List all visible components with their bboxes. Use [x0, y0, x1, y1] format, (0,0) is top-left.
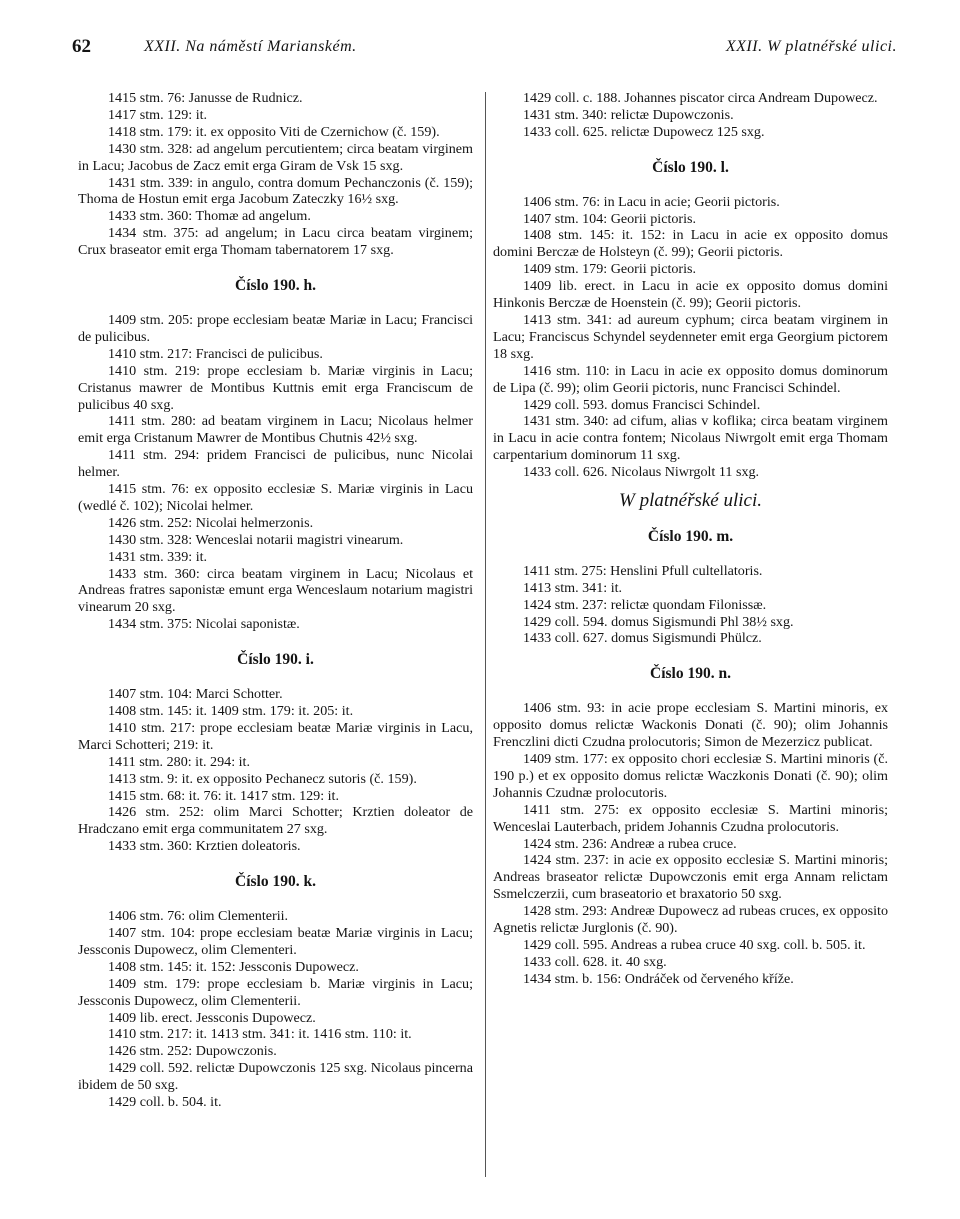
- register-entry: 1429 coll. 595. Andreas a rubea cruce 40 sxg. coll. b. 505. it.: [523, 936, 866, 953]
- register-entry: 1411 stm. 280: it. 294: it.: [108, 753, 250, 770]
- register-entry: 1433 coll. 626. Nicolaus Niwrgolt 11 sxg.: [523, 464, 760, 481]
- register-entry: 1406 stm. 93: in acie prope ecclesiam S. Martini minoris, ex opposito domus relictæ Wackonis Donati (č. 90); olim Johannis Frenczlini dicti Czudna prolocutoris; Simon de Mezerzicz publicat.: [493, 700, 888, 751]
- section-heading: Číslo 190. k.: [235, 873, 316, 891]
- register-entry: 1431 stm. 339: in angulo, contra domum Pechanczonis (č. 159); Thoma de Hostun emit erga Jacobum Zateczky 16½ sxg.: [78, 174, 473, 208]
- register-entry: 1411 stm. 294: pridem Francisci de pulicibus, nunc Nicolai helmer.: [78, 447, 473, 481]
- register-entry: 1431 stm. 339: it.: [108, 548, 208, 565]
- register-entry: 1416 stm. 110: in Lacu in acie ex opposito domus dominorum de Lipa (č. 99); olim Georii pictoris, nunc Francisci Schindel.: [493, 362, 888, 396]
- register-entry: 1409 lib. erect. Jessconis Dupowecz.: [108, 1009, 316, 1026]
- page-number: 62: [72, 36, 91, 57]
- register-entry: 1434 stm. 375: ad angelum; in Lacu circa beatam virginem; Crux braseator emit erga Thomam tabernatorem 17 sxg.: [78, 225, 473, 259]
- register-entry: 1409 stm. 179: Georii pictoris.: [523, 261, 697, 278]
- left-column: [78, 90, 473, 1111]
- register-entry: 1417 stm. 129: it.: [108, 106, 208, 123]
- page-header: [72, 36, 897, 62]
- register-entry: 1408 stm. 145: it. 1409 stm. 179: it. 205: it.: [108, 703, 354, 719]
- register-entry: 1430 stm. 328: ad angelum percutientem; circa beatam virginem in Lacu; Jacobus de Zacz emit erga Giram de Vsk 15 sxg.: [78, 140, 473, 174]
- register-entry: 1424 stm. 237: relictæ quondam Filonissæ.: [523, 596, 767, 613]
- register-entry: 1428 stm. 293: Andreæ Dupowecz ad rubeas cruces, ex opposito Agnetis relictæ Jurglonis (č. 90).: [493, 903, 888, 937]
- register-entry: 1415 stm. 76: ex opposito ecclesiæ S. Mariæ virginis in Lacu (wedlé č. 102); Nicolai helmer.: [78, 481, 473, 514]
- register-entry: 1413 stm. 341: ad aureum cyphum; circa beatam virginem in Lacu; Franciscus Schyndel seydenneter emit erga Georgium pictorem 18 sxg.: [493, 311, 888, 362]
- register-entry: 1408 stm. 145: it. 152: Jessconis Dupowecz.: [108, 958, 359, 975]
- register-entry: 1434 stm. 375: Nicolai saponistæ.: [108, 616, 300, 633]
- register-entry: 1409 stm. 177: ex opposito chori ecclesiæ S. Martini minoris (č. 190 p.) et ex opposito domus relictæ Waczkonis Donati (č. 90); olim Johannis Czudnæ prolocutoris.: [493, 751, 888, 801]
- register-entry: 1429 coll. 593. domus Francisci Schindel.: [523, 396, 761, 413]
- register-entry: 1406 stm. 76: olim Clementerii.: [108, 908, 289, 925]
- register-entry: 1433 stm. 360: Krztien doleatoris.: [108, 838, 301, 855]
- register-entry: 1407 stm. 104: prope ecclesiam beatæ Mariæ virginis in Lacu; Jessconis Dupowecz, olim Clementeri.: [78, 924, 473, 958]
- right-column: [493, 90, 888, 988]
- register-entry: 1431 stm. 340: ad cifum, alias v koflika; circa beatam virginem in Lacu in acie contra fontem; Nicolaus Niwrgolt emit erga Thomam carpentarium dominorum 11 sxg.: [493, 413, 888, 464]
- register-entry: 1413 stm. 9: it. ex opposito Pechanecz sutoris (č. 159).: [108, 770, 417, 787]
- register-entry: 1410 stm. 217: prope ecclesiam beatæ Mariæ virginis in Lacu, Marci Schotteri; 219: it.: [78, 719, 473, 753]
- register-entry: 1409 stm. 205: prope ecclesiam beatæ Mariæ in Lacu; Francisci de pulicibus.: [78, 311, 473, 345]
- register-entry: 1430 stm. 328: Wenceslai notarii magistri vinearum.: [108, 531, 404, 548]
- register-entry: 1408 stm. 145: it. 152: in Lacu in acie ex opposito domus domini Berczæ de Holsteyn (č. 99); Georii pictoris.: [493, 227, 888, 261]
- register-entry: 1431 stm. 340: relictæ Dupowczonis.: [523, 106, 734, 123]
- register-entry: 1429 coll. c. 188. Johannes piscator circa Andream Dupowecz.: [523, 90, 878, 106]
- register-entry: 1429 coll. 592. relictæ Dupowczonis 125 sxg. Nicolaus pincerna ibidem de 50 sxg.: [78, 1060, 473, 1094]
- register-entry: 1426 stm. 252: olim Marci Schotter; Krztien doleator de Hradczano emit erga communitatem 27 sxg.: [78, 804, 473, 838]
- register-entry: 1406 stm. 76: in Lacu in acie; Georii pictoris.: [523, 193, 780, 210]
- register-entry: 1433 coll. 628. it. 40 sxg.: [523, 953, 667, 970]
- register-entry: 1433 stm. 360: Thomæ ad angelum.: [108, 208, 311, 225]
- running-title-right: XXII. W platnéřské ulici.: [725, 38, 897, 55]
- register-entry: 1418 stm. 179: it. ex opposito Viti de Czernichow (č. 159).: [108, 123, 440, 140]
- section-heading: Číslo 190. h.: [235, 277, 316, 295]
- register-entry: 1409 lib. erect. in Lacu in acie ex opposito domus domini Hinkonis Berczæ de Hoenstein (č. 99); Georii pictoris.: [493, 278, 888, 312]
- street-heading: W platnéřské ulici.: [619, 490, 762, 512]
- register-entry: 1424 stm. 236: Andreæ a rubea cruce.: [523, 835, 737, 852]
- register-entry: 1407 stm. 104: Marci Schotter.: [108, 686, 283, 703]
- register-entry: 1411 stm. 275: Henslini Pfull cultellatoris.: [523, 562, 763, 579]
- register-entry: 1424 stm. 237: in acie ex opposito ecclesiæ S. Martini minoris; Andreas braseator relictæ Dupowczonis emit erga Annam relictam Ssmelczerzii, cum braseatorio et braxatorio 50 sxg.: [493, 852, 888, 903]
- register-entry: 1413 stm. 341: it.: [523, 579, 623, 596]
- register-entry: 1411 stm. 280: ad beatam virginem in Lacu; Nicolaus helmer emit erga Cristanum Mawrer de Montibus Chutnis 42½ sxg.: [78, 413, 473, 447]
- register-entry: 1433 stm. 360: circa beatam virginem in Lacu; Nicolaus et Andreas fratres saponistæ emunt erga Wenceslaum notarium magistri vinearum 20 sxg.: [78, 565, 473, 616]
- section-heading: Číslo 190. m.: [647, 527, 734, 545]
- register-entry: 1407 stm. 104: Georii pictoris.: [523, 210, 697, 227]
- register-entry: 1433 coll. 625. relictæ Dupowecz 125 sxg.: [523, 123, 765, 140]
- register-entry: 1426 stm. 252: Nicolai helmerzonis.: [108, 514, 314, 531]
- register-entry: 1415 stm. 68: it. 76: it. 1417 stm. 129: it.: [108, 787, 339, 804]
- register-entry: 1429 coll. b. 504. it.: [108, 1094, 222, 1111]
- register-entry: 1410 stm. 217: it. 1413 stm. 341: it. 1416 stm. 110: it.: [108, 1026, 412, 1043]
- section-heading: Číslo 190. i.: [237, 651, 314, 669]
- section-heading: Číslo 190. l.: [652, 158, 729, 176]
- register-entry: 1429 coll. 594. domus Sigismundi Phl 38½ sxg.: [523, 613, 794, 630]
- register-entry: 1433 coll. 627. domus Sigismundi Phülcz.: [523, 630, 762, 647]
- register-entry: 1409 stm. 179: prope ecclesiam b. Mariæ virginis in Lacu; Jessconis Dupowecz, olim Clementerii.: [78, 975, 473, 1009]
- register-entry: 1426 stm. 252: Dupowczonis.: [108, 1043, 277, 1060]
- running-title-left: XXII. Na náměstí Marianském.: [144, 38, 357, 55]
- register-entry: 1411 stm. 275: ex opposito ecclesiæ S. Martini minoris; Wenceslai Lauterbach, pridem Johannis Czudna prolocutoris.: [493, 801, 888, 835]
- register-entry: 1410 stm. 219: prope ecclesiam b. Mariæ virginis in Lacu; Cristanus mawrer de Montibus Kuttnis emit erga Franciscum de pulicibus 40 sxg.: [78, 362, 473, 413]
- register-entry: 1410 stm. 217: Francisci de pulicibus.: [108, 345, 323, 362]
- register-entry: 1415 stm. 76: Janusse de Rudnicz.: [108, 90, 303, 106]
- section-heading: Číslo 190. n.: [650, 665, 731, 683]
- column-divider: [485, 92, 486, 1177]
- register-entry: 1434 stm. b. 156: Ondráček od červeného kříže.: [523, 970, 794, 987]
